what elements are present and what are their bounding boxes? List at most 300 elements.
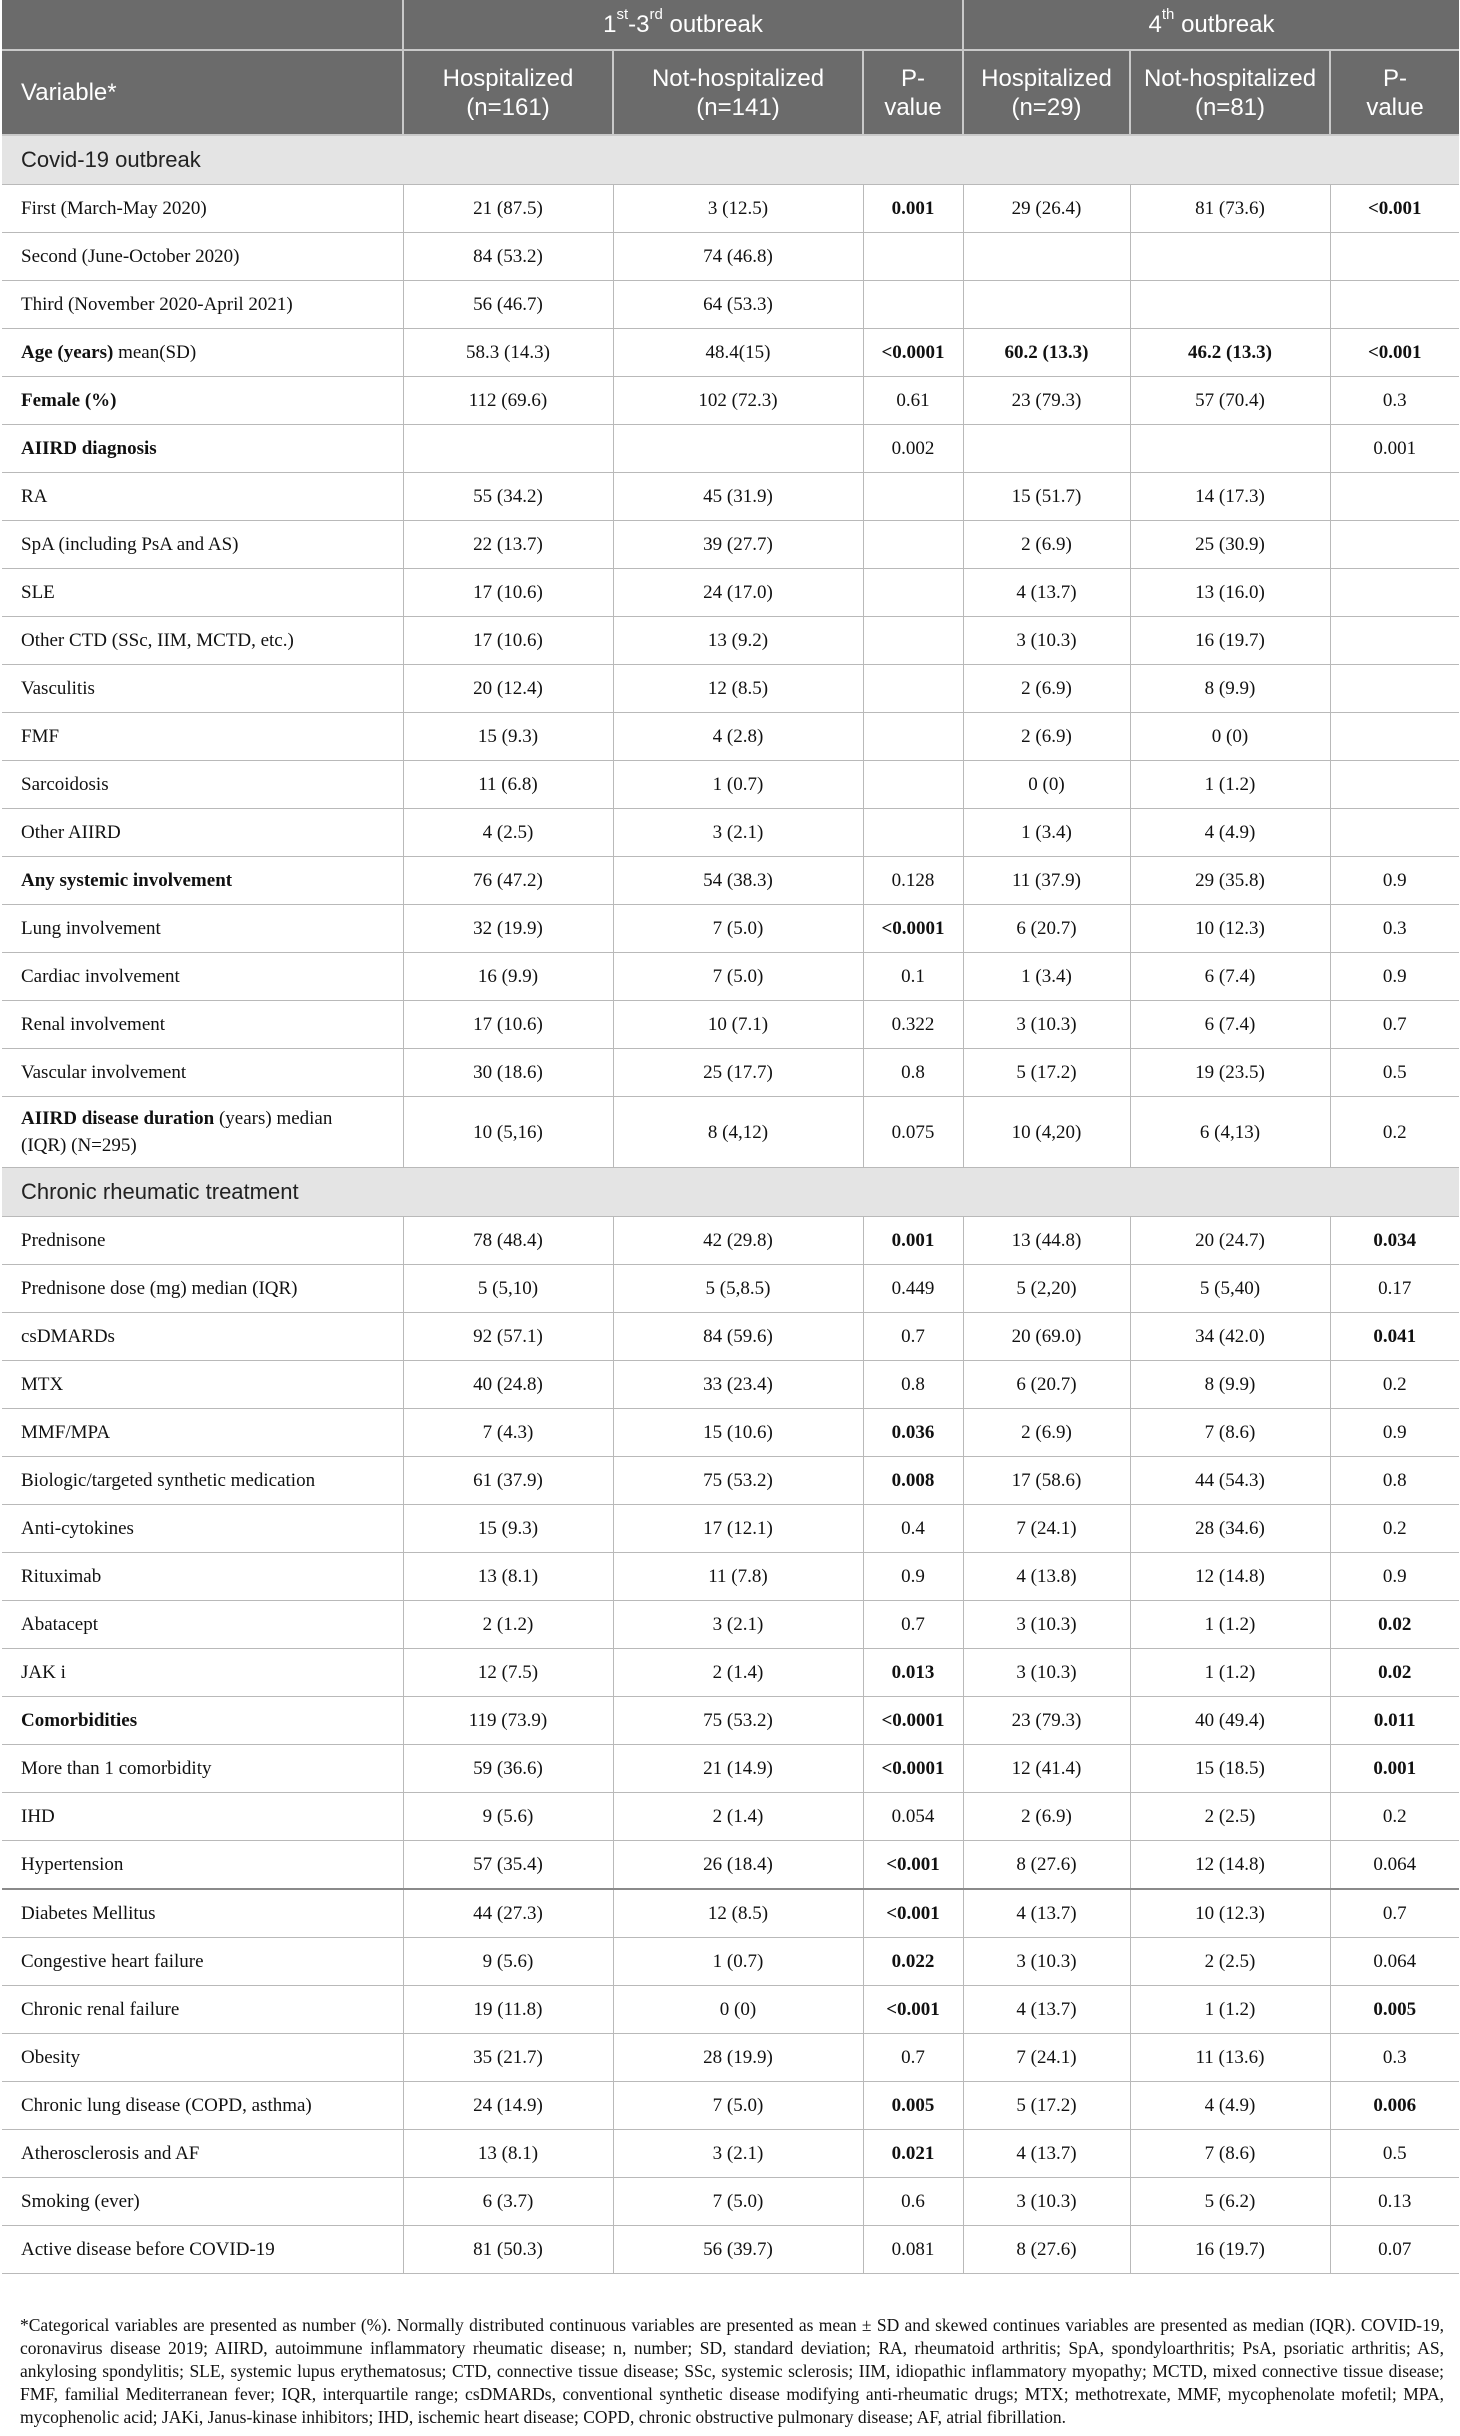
variable-label: Biologic/targeted synthetic medication [2,1457,403,1505]
table-row [2,1457,1459,1505]
variable-label: Other CTD (SSc, IIM, MCTD, etc.) [2,617,403,665]
cell-not-hospitalized-1: 45 (31.9) [613,473,863,521]
cell-not-hospitalized-2: 10 (12.3) [1130,905,1330,953]
cell-not-hospitalized-1: 8 (4,12) [613,1097,863,1168]
cell-p-value-2: 0.5 [1330,1049,1459,1097]
cell-not-hospitalized-1: 1 (0.7) [613,761,863,809]
cell-p-value-2 [1330,665,1459,713]
variable-label: Smoking (ever) [2,2178,403,2226]
cell-p-value-1 [863,713,963,761]
variable-label: Lung involvement [2,905,403,953]
variable-label: Prednisone dose (mg) median (IQR) [2,1265,403,1313]
cell-not-hospitalized-1: 1 (0.7) [613,1938,863,1986]
cell-hospitalized-1: 17 (10.6) [403,1001,613,1049]
section-row-outbreak [2,135,1459,185]
cell-not-hospitalized-1: 75 (53.2) [613,1457,863,1505]
cell-hospitalized-1: 20 (12.4) [403,665,613,713]
table-header [2,0,1459,135]
section-label: Covid-19 outbreak [2,135,1459,185]
cell-p-value-1: 0.7 [863,1313,963,1361]
cell-hospitalized-2: 23 (79.3) [963,1697,1130,1745]
cell-not-hospitalized-2: 1 (1.2) [1130,1986,1330,2034]
section-label: Chronic rheumatic treatment [2,1168,1459,1217]
header-p-value-2: P- value [1330,50,1459,135]
cell-p-value-2: 0.3 [1330,377,1459,425]
cell-not-hospitalized-2: 34 (42.0) [1130,1313,1330,1361]
cell-hospitalized-1: 15 (9.3) [403,1505,613,1553]
table-row [2,1938,1459,1986]
cell-hospitalized-2: 20 (69.0) [963,1313,1130,1361]
cell-p-value-1 [863,521,963,569]
cell-not-hospitalized-1: 42 (29.8) [613,1217,863,1265]
cell-hospitalized-2: 2 (6.9) [963,1409,1130,1457]
cell-not-hospitalized-1: 33 (23.4) [613,1361,863,1409]
cell-p-value-2: 0.011 [1330,1697,1459,1745]
cell-hospitalized-2: 7 (24.1) [963,1505,1130,1553]
cell-hospitalized-2: 23 (79.3) [963,377,1130,425]
header-group-4-outbreak: 4th outbreak [963,0,1459,50]
cell-not-hospitalized-1: 3 (2.1) [613,2130,863,2178]
cell-p-value-1 [863,617,963,665]
cell-hospitalized-1: 15 (9.3) [403,713,613,761]
cell-hospitalized-1: 58.3 (14.3) [403,329,613,377]
table-row [2,713,1459,761]
cell-p-value-2 [1330,761,1459,809]
cell-p-value-2: 0.001 [1330,425,1459,473]
variable-label: Any systemic involvement [2,857,403,905]
cell-hospitalized-2: 10 (4,20) [963,1097,1130,1168]
cell-not-hospitalized-1: 26 (18.4) [613,1841,863,1890]
cell-p-value-1: 0.001 [863,1217,963,1265]
cell-not-hospitalized-1: 2 (1.4) [613,1649,863,1697]
cell-not-hospitalized-1: 7 (5.0) [613,905,863,953]
cell-not-hospitalized-1: 3 (2.1) [613,1601,863,1649]
cell-p-value-1: 0.8 [863,1049,963,1097]
cell-not-hospitalized-2 [1130,233,1330,281]
table-row [2,473,1459,521]
cell-not-hospitalized-2: 8 (9.9) [1130,665,1330,713]
cell-p-value-2 [1330,521,1459,569]
table-row [2,2082,1459,2130]
variable-label: Vasculitis [2,665,403,713]
cell-p-value-2: 0.8 [1330,1457,1459,1505]
results-table [2,0,1459,2274]
variable-label: First (March-May 2020) [2,185,403,233]
cell-p-value-2 [1330,617,1459,665]
table-row [2,1097,1459,1168]
cell-p-value-1: <0.0001 [863,905,963,953]
cell-not-hospitalized-2: 29 (35.8) [1130,857,1330,905]
cell-not-hospitalized-2 [1130,425,1330,473]
cell-p-value-1: 0.081 [863,2226,963,2274]
cell-p-value-1: 0.4 [863,1505,963,1553]
cell-not-hospitalized-2: 19 (23.5) [1130,1049,1330,1097]
cell-not-hospitalized-1: 4 (2.8) [613,713,863,761]
cell-p-value-2: 0.2 [1330,1505,1459,1553]
cell-not-hospitalized-1: 12 (8.5) [613,1889,863,1938]
cell-hospitalized-2: 4 (13.7) [963,1986,1130,2034]
cell-not-hospitalized-2: 7 (8.6) [1130,1409,1330,1457]
variable-label: Cardiac involvement [2,953,403,1001]
cell-not-hospitalized-2: 15 (18.5) [1130,1745,1330,1793]
cell-hospitalized-2 [963,281,1130,329]
variable-label: Anti-cytokines [2,1505,403,1553]
cell-hospitalized-1: 92 (57.1) [403,1313,613,1361]
cell-hospitalized-1: 5 (5,10) [403,1265,613,1313]
cell-not-hospitalized-2: 4 (4.9) [1130,2082,1330,2130]
cell-not-hospitalized-1: 3 (12.5) [613,185,863,233]
cell-not-hospitalized-2: 0 (0) [1130,713,1330,761]
cell-p-value-1: 0.001 [863,185,963,233]
cell-hospitalized-2: 6 (20.7) [963,1361,1130,1409]
table-row [2,425,1459,473]
cell-hospitalized-1: 9 (5.6) [403,1938,613,1986]
header-blank-cell [2,0,403,50]
table-row [2,665,1459,713]
variable-label: Atherosclerosis and AF [2,2130,403,2178]
cell-hospitalized-2: 2 (6.9) [963,1793,1130,1841]
cell-hospitalized-2: 1 (3.4) [963,953,1130,1001]
cell-hospitalized-1: 13 (8.1) [403,2130,613,2178]
table-row [2,1986,1459,2034]
cell-not-hospitalized-2: 13 (16.0) [1130,569,1330,617]
variable-label: Sarcoidosis [2,761,403,809]
variable-label: More than 1 comorbidity [2,1745,403,1793]
variable-label [2,329,403,377]
cell-not-hospitalized-1: 54 (38.3) [613,857,863,905]
table-row [2,1313,1459,1361]
cell-not-hospitalized-2: 16 (19.7) [1130,2226,1330,2274]
cell-not-hospitalized-2: 57 (70.4) [1130,377,1330,425]
cell-hospitalized-1: 11 (6.8) [403,761,613,809]
variable-label [2,1097,403,1168]
cell-not-hospitalized-1: 7 (5.0) [613,2082,863,2130]
cell-hospitalized-2: 13 (44.8) [963,1217,1130,1265]
cell-not-hospitalized-1: 15 (10.6) [613,1409,863,1457]
cell-hospitalized-1: 17 (10.6) [403,617,613,665]
cell-p-value-2: 0.2 [1330,1361,1459,1409]
variable-label: Rituximab [2,1553,403,1601]
cell-hospitalized-1: 30 (18.6) [403,1049,613,1097]
cell-p-value-2: 0.17 [1330,1265,1459,1313]
cell-p-value-1: 0.449 [863,1265,963,1313]
table-row [2,1361,1459,1409]
cell-hospitalized-2: 3 (10.3) [963,2178,1130,2226]
variable-label: SpA (including PsA and AS) [2,521,403,569]
cell-not-hospitalized-1: 13 (9.2) [613,617,863,665]
variable-label: Female (%) [2,377,403,425]
cell-p-value-1: <0.001 [863,1889,963,1938]
cell-p-value-1 [863,665,963,713]
cell-hospitalized-1: 76 (47.2) [403,857,613,905]
cell-p-value-1: 0.036 [863,1409,963,1457]
cell-hospitalized-1: 10 (5,16) [403,1097,613,1168]
cell-hospitalized-2: 2 (6.9) [963,665,1130,713]
table-row [2,905,1459,953]
table-row [2,233,1459,281]
cell-p-value-2: <0.001 [1330,185,1459,233]
cell-hospitalized-2: 29 (26.4) [963,185,1130,233]
cell-not-hospitalized-1: 10 (7.1) [613,1001,863,1049]
cell-hospitalized-2: 4 (13.7) [963,569,1130,617]
cell-p-value-1: 0.322 [863,1001,963,1049]
cell-p-value-1: <0.001 [863,1841,963,1890]
cell-not-hospitalized-1: 48.4(15) [613,329,863,377]
variable-label: Chronic renal failure [2,1986,403,2034]
variable-label: Active disease before COVID-19 [2,2226,403,2274]
variable-label: Chronic lung disease (COPD, asthma) [2,2082,403,2130]
cell-not-hospitalized-2 [1130,281,1330,329]
cell-hospitalized-2: 8 (27.6) [963,1841,1130,1890]
cell-p-value-1: 0.022 [863,1938,963,1986]
cell-p-value-1: 0.002 [863,425,963,473]
cell-p-value-1: 0.7 [863,2034,963,2082]
cell-p-value-1: 0.128 [863,857,963,905]
cell-hospitalized-1: 19 (11.8) [403,1986,613,2034]
variable-label: Abatacept [2,1601,403,1649]
cell-not-hospitalized-1: 17 (12.1) [613,1505,863,1553]
table-row [2,1049,1459,1097]
cell-not-hospitalized-2: 6 (7.4) [1130,1001,1330,1049]
cell-hospitalized-2: 3 (10.3) [963,1938,1130,1986]
variable-label: AIIRD diagnosis [2,425,403,473]
cell-hospitalized-2: 7 (24.1) [963,2034,1130,2082]
cell-not-hospitalized-2: 14 (17.3) [1130,473,1330,521]
cell-hospitalized-1: 22 (13.7) [403,521,613,569]
cell-hospitalized-2: 4 (13.7) [963,1889,1130,1938]
cell-p-value-2: 0.041 [1330,1313,1459,1361]
cell-p-value-2 [1330,281,1459,329]
cell-not-hospitalized-1: 25 (17.7) [613,1049,863,1097]
cell-not-hospitalized-2: 12 (14.8) [1130,1841,1330,1890]
cell-p-value-2: 0.02 [1330,1649,1459,1697]
cell-p-value-1 [863,809,963,857]
cell-hospitalized-1: 21 (87.5) [403,185,613,233]
cell-not-hospitalized-1: 3 (2.1) [613,809,863,857]
cell-hospitalized-2: 4 (13.7) [963,2130,1130,2178]
cell-hospitalized-1: 44 (27.3) [403,1889,613,1938]
variable-label: Comorbidities [2,1697,403,1745]
cell-p-value-2: 0.2 [1330,1793,1459,1841]
cell-not-hospitalized-1: 11 (7.8) [613,1553,863,1601]
cell-not-hospitalized-2: 5 (6.2) [1130,2178,1330,2226]
cell-not-hospitalized-2: 28 (34.6) [1130,1505,1330,1553]
cell-p-value-1: 0.1 [863,953,963,1001]
cell-p-value-1: 0.9 [863,1553,963,1601]
cell-p-value-2: 0.064 [1330,1938,1459,1986]
cell-p-value-2: 0.001 [1330,1745,1459,1793]
cell-p-value-2: 0.3 [1330,2034,1459,2082]
cell-p-value-2 [1330,233,1459,281]
cell-p-value-2 [1330,473,1459,521]
table-row [2,2178,1459,2226]
variable-label: Diabetes Mellitus [2,1889,403,1938]
cell-not-hospitalized-2: 6 (7.4) [1130,953,1330,1001]
cell-hospitalized-1: 112 (69.6) [403,377,613,425]
cell-hospitalized-2: 11 (37.9) [963,857,1130,905]
cell-p-value-2: 0.9 [1330,1409,1459,1457]
table-row [2,1601,1459,1649]
cell-p-value-1: 0.6 [863,2178,963,2226]
cell-not-hospitalized-2: 8 (9.9) [1130,1361,1330,1409]
variable-label: Hypertension [2,1841,403,1890]
cell-hospitalized-2: 8 (27.6) [963,2226,1130,2274]
table-row [2,1001,1459,1049]
cell-p-value-1: <0.0001 [863,1745,963,1793]
cell-not-hospitalized-1: 24 (17.0) [613,569,863,617]
cell-p-value-1: <0.001 [863,1986,963,2034]
cell-hospitalized-2 [963,233,1130,281]
cell-p-value-1: 0.005 [863,2082,963,2130]
cell-p-value-1: 0.8 [863,1361,963,1409]
cell-p-value-1: 0.054 [863,1793,963,1841]
header-hospitalized-2: Hospitalized (n=29) [963,50,1130,135]
cell-not-hospitalized-1 [613,425,863,473]
cell-hospitalized-2: 3 (10.3) [963,617,1130,665]
table-row [2,2034,1459,2082]
cell-p-value-2: 0.07 [1330,2226,1459,2274]
cell-not-hospitalized-2: 2 (2.5) [1130,1793,1330,1841]
variable-label: FMF [2,713,403,761]
cell-hospitalized-1: 4 (2.5) [403,809,613,857]
cell-hospitalized-2: 2 (6.9) [963,713,1130,761]
cell-hospitalized-1: 13 (8.1) [403,1553,613,1601]
cell-not-hospitalized-1: 39 (27.7) [613,521,863,569]
cell-not-hospitalized-1: 2 (1.4) [613,1793,863,1841]
header-variable: Variable* [2,50,403,135]
cell-hospitalized-1: 24 (14.9) [403,2082,613,2130]
cell-not-hospitalized-1: 74 (46.8) [613,233,863,281]
cell-hospitalized-2: 15 (51.7) [963,473,1130,521]
cell-p-value-1 [863,569,963,617]
table-row [2,1841,1459,1890]
variable-label-line2: (IQR) (N=295) [21,1135,137,1156]
cell-p-value-2: 0.9 [1330,857,1459,905]
table-row [2,953,1459,1001]
cell-hospitalized-1: 32 (19.9) [403,905,613,953]
cell-hospitalized-2: 60.2 (13.3) [963,329,1130,377]
table-row [2,281,1459,329]
table-row [2,185,1459,233]
cell-hospitalized-2: 3 (10.3) [963,1649,1130,1697]
cell-p-value-1 [863,233,963,281]
cell-hospitalized-2: 0 (0) [963,761,1130,809]
cell-not-hospitalized-1: 5 (5,8.5) [613,1265,863,1313]
cell-not-hospitalized-1: 12 (8.5) [613,665,863,713]
cell-p-value-2: 0.9 [1330,1553,1459,1601]
cell-p-value-1: <0.0001 [863,329,963,377]
cell-p-value-2: 0.064 [1330,1841,1459,1890]
cell-not-hospitalized-1: 102 (72.3) [613,377,863,425]
cell-hospitalized-2: 5 (17.2) [963,1049,1130,1097]
cell-hospitalized-2: 5 (2,20) [963,1265,1130,1313]
table-row [2,2130,1459,2178]
variable-label: Obesity [2,2034,403,2082]
cell-not-hospitalized-2: 1 (1.2) [1130,1649,1330,1697]
cell-p-value-2: 0.034 [1330,1217,1459,1265]
variable-label-rest: mean(SD) [113,341,197,363]
cell-p-value-1: 0.021 [863,2130,963,2178]
variable-label: Second (June-October 2020) [2,233,403,281]
cell-not-hospitalized-2: 46.2 (13.3) [1130,329,1330,377]
cell-p-value-2 [1330,569,1459,617]
cell-p-value-2: 0.7 [1330,1001,1459,1049]
table-row [2,809,1459,857]
cell-hospitalized-1: 78 (48.4) [403,1217,613,1265]
cell-hospitalized-2: 6 (20.7) [963,905,1130,953]
cell-p-value-1 [863,473,963,521]
table-row [2,857,1459,905]
cell-hospitalized-1: 81 (50.3) [403,2226,613,2274]
cell-hospitalized-1: 40 (24.8) [403,1361,613,1409]
variable-label: MMF/MPA [2,1409,403,1457]
cell-not-hospitalized-1: 7 (5.0) [613,2178,863,2226]
cell-hospitalized-1: 35 (21.7) [403,2034,613,2082]
table-body [2,135,1459,2274]
cell-p-value-2: 0.5 [1330,2130,1459,2178]
cell-hospitalized-2: 4 (13.8) [963,1553,1130,1601]
cell-not-hospitalized-2: 16 (19.7) [1130,617,1330,665]
variable-label-bold: AIIRD disease duration [21,1108,215,1129]
cell-p-value-1: 0.61 [863,377,963,425]
variable-label: Prednisone [2,1217,403,1265]
table-row [2,1409,1459,1457]
table-footnote: *Categorical variables are presented as number (%). Normally distributed continuous variables are presented as mean ± SD and skewed continues variables are presented as median (IQR). COVID-19, coronavirus disease 2019; AIIRD, autoimmune inflammatory rheumatic disease; n, number; SD, standard deviation; RA, rheumatoid arthritis; SpA, spondyloarthritis; PsA, psoriatic arthritis; AS, ankylosing spondylitis; SLE, systemic lupus erythematosus; CTD, connective tissue disease; SSc, systemic sclerosis; IIM, idiopathic inflammatory myopathy; MCTD, mixed connective tissue disease; FMF, familial Mediterranean fever; IQR, interquartile range; csDMARDs, conventional synthetic disease modifying anti-rheumatic drugs; MTX; methotrexate, MMF, mycophenolate mofetil; MPA, mycophenolic acid; JAKi, Janus-kinase inhibitors; IHD, ischemic heart disease; COPD, chronic obstructive pulmonary disease; AF, atrial fibrillation. [20,2315,1444,2427]
cell-hospitalized-1: 2 (1.2) [403,1601,613,1649]
cell-p-value-2: 0.02 [1330,1601,1459,1649]
cell-hospitalized-2: 1 (3.4) [963,809,1130,857]
variable-label: SLE [2,569,403,617]
cell-not-hospitalized-2: 12 (14.8) [1130,1553,1330,1601]
cell-not-hospitalized-2: 7 (8.6) [1130,2130,1330,2178]
cell-hospitalized-1: 17 (10.6) [403,569,613,617]
cell-not-hospitalized-1: 56 (39.7) [613,2226,863,2274]
cell-hospitalized-2: 3 (10.3) [963,1001,1130,1049]
table-row [2,617,1459,665]
table-row [2,1217,1459,1265]
table-row [2,1889,1459,1938]
header-p-value-1: P- value [863,50,963,135]
header-hospitalized-1: Hospitalized (n=161) [403,50,613,135]
table-row [2,1697,1459,1745]
cell-p-value-2 [1330,713,1459,761]
table-row [2,1649,1459,1697]
cell-not-hospitalized-2: 2 (2.5) [1130,1938,1330,1986]
cell-not-hospitalized-2: 6 (4,13) [1130,1097,1330,1168]
variable-label: MTX [2,1361,403,1409]
cell-p-value-2: <0.001 [1330,329,1459,377]
table-row [2,1265,1459,1313]
cell-p-value-1 [863,761,963,809]
variable-label: RA [2,473,403,521]
cell-p-value-1 [863,281,963,329]
cell-hospitalized-1: 55 (34.2) [403,473,613,521]
cell-not-hospitalized-2: 40 (49.4) [1130,1697,1330,1745]
cell-hospitalized-2: 5 (17.2) [963,2082,1130,2130]
cell-hospitalized-1: 12 (7.5) [403,1649,613,1697]
header-not-hospitalized-2: Not-hospitalized (n=81) [1130,50,1330,135]
cell-hospitalized-2: 2 (6.9) [963,521,1130,569]
cell-hospitalized-1: 56 (46.7) [403,281,613,329]
cell-p-value-2: 0.006 [1330,2082,1459,2130]
variable-label: Renal involvement [2,1001,403,1049]
variable-label-rest: (years) median [214,1108,333,1129]
cell-not-hospitalized-1: 0 (0) [613,1986,863,2034]
cell-hospitalized-1: 6 (3.7) [403,2178,613,2226]
cell-hospitalized-1 [403,425,613,473]
variable-label-bold: Age (years) [21,341,114,363]
cell-p-value-2: 0.005 [1330,1986,1459,2034]
